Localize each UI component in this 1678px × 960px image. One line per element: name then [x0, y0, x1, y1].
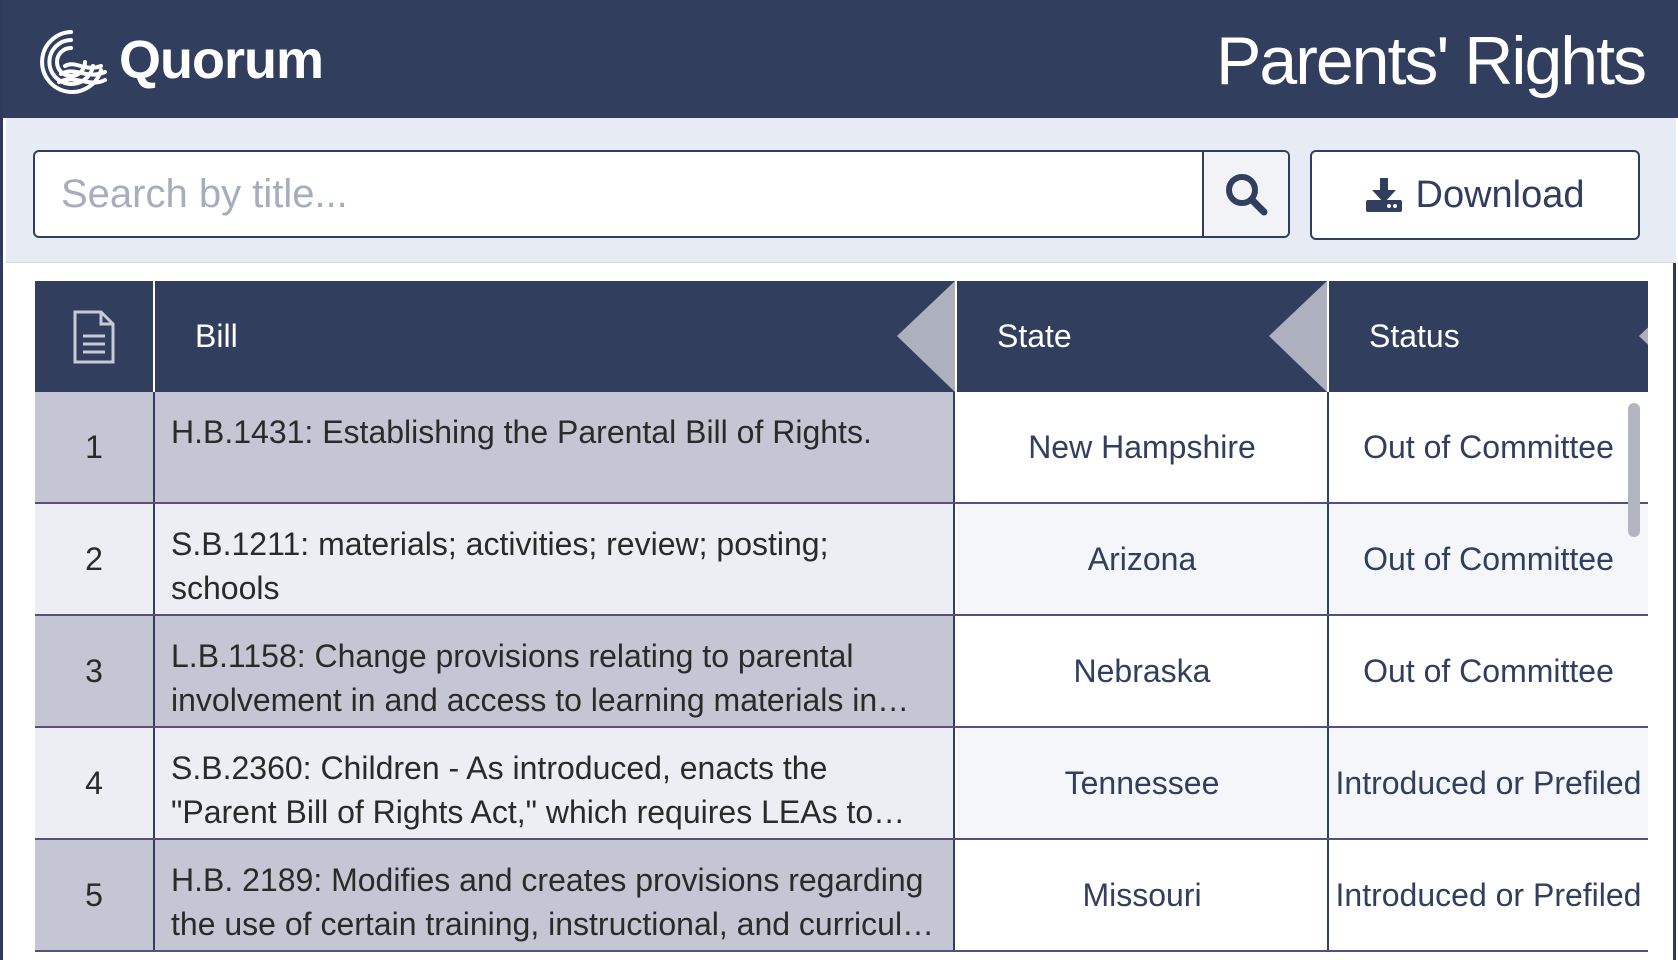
sort-bill-icon[interactable]: [897, 281, 955, 392]
bill-status: Out of Committee: [1329, 392, 1648, 502]
table-row[interactable]: [35, 616, 1648, 728]
download-icon: [1366, 178, 1402, 212]
table-row[interactable]: [35, 728, 1648, 840]
header-bar: [3, 0, 1678, 118]
row-number: 1: [35, 392, 155, 502]
bill-status: Out of Committee: [1329, 616, 1648, 726]
sort-status-icon[interactable]: [1639, 281, 1648, 392]
search-icon: [1223, 171, 1269, 217]
page-title: Parents' Rights: [1216, 23, 1645, 99]
bill-title-text: S.B.1211: materials; activities; review; posting; schools: [171, 526, 829, 606]
bill-title-text: H.B. 2189: Modifies and creates provisions regarding the use of certain training, instructional, and curricular: [171, 862, 931, 942]
table-row[interactable]: [35, 392, 1648, 504]
header-doc-column: [35, 281, 155, 392]
sort-state-icon[interactable]: [1269, 281, 1327, 392]
search-input[interactable]: [35, 152, 1205, 236]
row-number: 3: [35, 616, 155, 726]
bill-status: Introduced or Prefiled: [1329, 728, 1648, 838]
bill-title-text: L.B.1158: Change provisions relating to parental involvement in and access to learning materials in: [171, 638, 878, 718]
search-box: [33, 150, 1290, 238]
bill-status: Out of Committee: [1329, 504, 1648, 614]
bill-title[interactable]: [155, 728, 955, 838]
bill-state: New Hampshire: [957, 392, 1329, 502]
document-icon: [71, 310, 117, 364]
bill-state: Nebraska: [957, 616, 1329, 726]
bill-state: Missouri: [957, 840, 1329, 950]
row-number: 2: [35, 504, 155, 614]
bill-title[interactable]: [155, 504, 955, 614]
quorum-logo-icon: [35, 26, 107, 94]
row-number: 4: [35, 728, 155, 838]
bill-title[interactable]: [155, 616, 955, 726]
table-scrollbar[interactable]: [1628, 403, 1640, 537]
brand-name: Quorum: [119, 30, 323, 90]
bill-title-text: S.B.2360: Children - As introduced, enacts the "Parent Bill of Rights Act," which requires LEAs to: [171, 750, 874, 830]
bill-title[interactable]: [155, 840, 955, 950]
bill-state: Tennessee: [957, 728, 1329, 838]
column-header-state[interactable]: State: [997, 318, 1072, 354]
column-header-bill[interactable]: Bill: [195, 318, 238, 354]
search-button[interactable]: [1202, 152, 1288, 236]
table-header: [35, 281, 1648, 392]
bill-title-text: H.B.1431: Establishing the Parental Bill of Rights.: [171, 414, 872, 450]
bill-status: Introduced or Prefiled: [1329, 840, 1648, 950]
download-button[interactable]: [1310, 150, 1640, 240]
toolbar: [6, 118, 1676, 263]
table-row[interactable]: [35, 840, 1648, 952]
bills-table: [35, 281, 1648, 960]
table-row[interactable]: [35, 952, 1648, 960]
row-number: 5: [35, 840, 155, 950]
bill-state: Arizona: [957, 504, 1329, 614]
table-row[interactable]: [35, 504, 1648, 616]
column-header-status[interactable]: Status: [1369, 318, 1460, 354]
bill-title[interactable]: [155, 392, 955, 502]
download-label: Download: [1415, 173, 1585, 216]
